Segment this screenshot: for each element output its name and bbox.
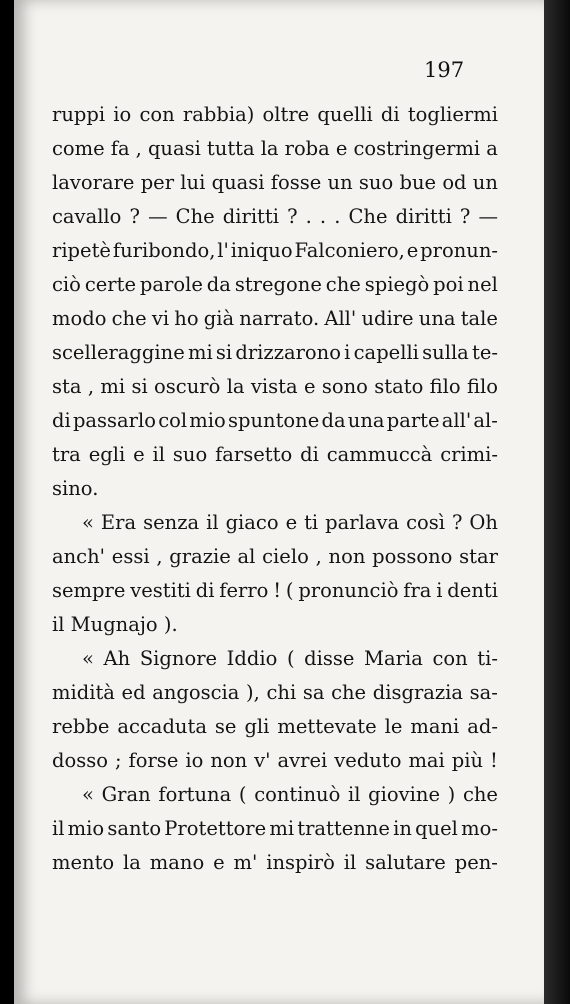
text-word: e	[335, 137, 348, 160]
text-word: io	[185, 749, 204, 772]
text-word: che	[111, 307, 147, 330]
body-text	[52, 98, 498, 880]
text-line	[52, 404, 498, 438]
text-word: Oh	[469, 511, 498, 534]
text-word: nel	[467, 273, 498, 296]
text-word: Che	[175, 205, 215, 228]
text-line	[52, 336, 498, 370]
text-word: togliermi	[407, 103, 498, 126]
text-line	[52, 574, 498, 608]
text-word: ,	[87, 375, 95, 398]
text-word: pronun-	[420, 239, 498, 262]
text-line	[52, 642, 498, 676]
text-word: le	[384, 715, 403, 738]
text-word: mai	[408, 749, 445, 772]
text-word: all'	[441, 409, 472, 432]
text-word: suo	[358, 171, 394, 194]
text-word: sono	[321, 375, 368, 398]
text-word: il	[152, 443, 165, 466]
text-word: suo	[172, 443, 208, 466]
text-line: sino.	[52, 477, 99, 500]
text-word: più	[451, 749, 484, 772]
text-word: Falconiero,	[294, 239, 405, 262]
text-word: mano	[149, 851, 205, 874]
text-word: al	[237, 545, 256, 568]
text-word: avrei	[277, 749, 328, 772]
text-word: lui	[180, 171, 206, 194]
text-line	[52, 812, 498, 846]
text-word: col	[158, 409, 188, 432]
text-word: ti-	[477, 647, 498, 670]
text-word: sta	[52, 375, 82, 398]
text-word: che	[462, 783, 498, 806]
text-word: passarlo	[72, 409, 156, 432]
text-word: e	[285, 511, 298, 534]
text-word: ho	[174, 307, 199, 330]
text-word: e	[133, 443, 145, 466]
text-word: in	[393, 817, 412, 840]
text-word: ,	[135, 137, 142, 160]
text-word: ed	[121, 681, 146, 704]
text-word: trattenne	[297, 817, 390, 840]
text-word: iniquo	[230, 239, 293, 262]
text-word: midità	[52, 681, 115, 704]
text-line	[52, 540, 498, 574]
text-word: spuntone	[227, 409, 320, 432]
text-word: crimi-	[440, 443, 498, 466]
text-word: narrato.	[239, 307, 320, 330]
text-word: il	[343, 851, 357, 874]
text-word: Era	[100, 511, 137, 534]
text-word: disgrazia	[372, 681, 464, 704]
text-word: si	[215, 341, 233, 364]
page-number: 197	[424, 58, 465, 82]
text-word: vestiti	[130, 579, 191, 602]
text-word: cammuccà	[326, 443, 433, 466]
text-line	[52, 132, 498, 166]
text-word: oscurò	[154, 375, 221, 398]
text-word: mi	[269, 817, 295, 840]
text-word: diritti	[222, 205, 279, 228]
text-word: tutta	[206, 137, 255, 160]
text-word: di	[195, 579, 215, 602]
text-word: inspirò	[266, 851, 335, 874]
text-word: con	[139, 103, 175, 126]
text-word: !	[273, 579, 282, 602]
text-word: dosso	[52, 749, 108, 772]
text-line	[52, 98, 498, 132]
text-word: certe	[84, 273, 136, 296]
text-word: quelli	[317, 103, 373, 126]
text-word: .	[305, 205, 312, 228]
text-word: santo	[107, 817, 162, 840]
text-word: stato	[374, 375, 424, 398]
text-word: sa-	[469, 681, 498, 704]
text-word: capelli	[353, 341, 419, 364]
text-word: denti	[447, 579, 498, 602]
text-word: il	[206, 511, 219, 534]
text-word: già	[203, 307, 235, 330]
text-word: mo-	[461, 817, 498, 840]
text-word: star	[459, 545, 498, 568]
text-word: m'	[233, 851, 258, 874]
text-word: —	[148, 205, 168, 228]
text-word: ferro	[219, 579, 269, 602]
text-word: quel	[415, 817, 458, 840]
text-word: diritti	[395, 205, 452, 228]
text-word: una	[347, 409, 385, 432]
text-word: che	[331, 681, 367, 704]
text-word: oltre	[262, 103, 310, 126]
text-word: da	[321, 409, 346, 432]
text-line	[52, 234, 498, 268]
text-word: ripetè	[52, 239, 111, 262]
text-word: parte	[386, 409, 440, 432]
text-word: od	[442, 171, 467, 194]
text-word: possono	[372, 545, 453, 568]
text-word: furibondo,	[112, 239, 216, 262]
text-word: —	[478, 205, 498, 228]
text-word: e	[303, 375, 316, 398]
text-word: (	[285, 579, 294, 602]
text-word: stregone	[234, 273, 322, 296]
text-word: al-	[473, 409, 498, 432]
text-word: vista	[250, 375, 298, 398]
text-word: filo	[429, 375, 461, 398]
text-word: un	[472, 171, 498, 194]
text-line	[52, 268, 498, 302]
text-word: sulla	[422, 341, 469, 364]
text-line	[52, 676, 498, 710]
text-word: parlava	[325, 511, 400, 534]
text-word: una	[418, 307, 456, 330]
text-word: Protettore	[164, 817, 267, 840]
text-word: ti	[304, 511, 319, 534]
text-word: non	[328, 545, 366, 568]
text-word: !	[490, 749, 498, 772]
text-word: un	[327, 171, 353, 194]
text-word: fortuna	[158, 783, 232, 806]
text-word: scelleraggine	[52, 341, 185, 364]
text-word: .	[319, 205, 327, 228]
text-word: fa	[110, 137, 130, 160]
text-word: costringermi	[353, 137, 481, 160]
text-word: Maria	[364, 647, 423, 670]
text-word: bue	[399, 171, 437, 194]
text-word: tra	[52, 443, 81, 466]
text-line	[52, 438, 498, 472]
text-word: cavallo	[52, 205, 122, 228]
text-word: di	[52, 409, 71, 432]
text-word: (	[286, 647, 295, 670]
text-word: mio	[189, 409, 226, 432]
text-word: spiegò	[364, 273, 430, 296]
text-word: sempre	[52, 579, 126, 602]
text-word: te-	[472, 341, 498, 364]
text-word: essi	[111, 545, 150, 568]
text-word: mani	[410, 715, 460, 738]
text-word: cielo	[262, 545, 309, 568]
text-word: con	[432, 647, 468, 670]
text-word: di	[380, 103, 400, 126]
text-word: filo	[466, 375, 498, 398]
text-word: vi	[151, 307, 170, 330]
text-word: ciò	[52, 273, 81, 296]
text-word: rabbia)	[182, 103, 255, 126]
text-word: si	[131, 375, 148, 398]
text-word: anch'	[52, 545, 106, 568]
text-word: roba	[284, 137, 330, 160]
text-word: «	[82, 511, 94, 534]
text-word: la	[260, 137, 279, 160]
text-word: ?	[459, 205, 471, 228]
text-word: di	[300, 443, 319, 466]
text-word: egli	[88, 443, 126, 466]
text-word: ?	[287, 205, 298, 228]
text-line	[52, 370, 498, 404]
text-word: quasi	[211, 171, 265, 194]
text-word: ,	[315, 545, 322, 568]
text-word: quasi	[147, 137, 201, 160]
text-word: salutare	[365, 851, 446, 874]
text-word: modo	[52, 307, 107, 330]
text-word: farsetto	[215, 443, 293, 466]
text-line	[52, 744, 498, 778]
page-edge-shadow	[544, 0, 570, 1004]
text-word: fra	[403, 579, 432, 602]
text-word: ruppi	[52, 103, 106, 126]
text-word: ?	[451, 511, 463, 534]
text-word: senza	[143, 511, 200, 534]
text-word: giovine	[368, 783, 440, 806]
text-word: sa	[302, 681, 325, 704]
text-word: e	[213, 851, 225, 874]
text-line	[52, 506, 498, 540]
text-word: così	[406, 511, 445, 534]
text-word: giaco	[225, 511, 279, 534]
text-word: che	[325, 273, 361, 296]
text-word: la	[123, 851, 141, 874]
text-word: drizzarono	[235, 341, 341, 364]
text-word: «	[82, 647, 94, 670]
text-word: se	[214, 715, 237, 738]
text-word: poi	[433, 273, 464, 296]
text-word: il	[52, 817, 65, 840]
text-word: io	[113, 103, 132, 126]
text-word: mettevate	[277, 715, 377, 738]
text-word: ad-	[467, 715, 498, 738]
text-word: ;	[114, 749, 122, 772]
text-word: v'	[254, 749, 271, 772]
text-word: per	[140, 171, 175, 194]
text-word: (	[238, 783, 247, 806]
text-word: grazie	[169, 545, 231, 568]
text-word: angoscia	[152, 681, 240, 704]
text-word: a	[486, 137, 498, 160]
book-page	[14, 0, 544, 1004]
text-word: non	[210, 749, 248, 772]
text-line	[52, 710, 498, 744]
text-word: Signore	[139, 647, 218, 670]
text-word: e	[406, 239, 419, 262]
text-word: da	[206, 273, 231, 296]
text-word: forse	[128, 749, 179, 772]
text-line	[52, 166, 498, 200]
text-word: i	[436, 579, 443, 602]
text-line: il Mugnajo ).	[52, 613, 178, 636]
text-word: mi	[100, 375, 126, 398]
text-word: chi	[266, 681, 297, 704]
text-word: tale	[460, 307, 498, 330]
text-word: mio	[67, 817, 105, 840]
text-line	[52, 778, 498, 812]
text-word: pen-	[454, 851, 498, 874]
text-word: ),	[246, 681, 260, 704]
text-word: disse	[304, 647, 355, 670]
text-word: fosse	[270, 171, 322, 194]
text-word: mento	[52, 851, 115, 874]
text-word: come	[52, 137, 105, 160]
text-word: mi	[187, 341, 213, 364]
text-word: pronunciò	[298, 579, 399, 602]
text-word: .	[334, 205, 341, 228]
text-word: continuò	[254, 783, 341, 806]
text-word: accaduta	[117, 715, 207, 738]
text-word: Ah	[103, 647, 131, 670]
text-word: il	[348, 783, 361, 806]
text-word: l'	[217, 239, 229, 262]
text-word: ?	[129, 205, 140, 228]
text-word: Iddio	[226, 647, 278, 670]
text-word: i	[344, 341, 351, 364]
text-word: «	[82, 783, 94, 806]
text-word: veduto	[334, 749, 402, 772]
text-word: ,	[156, 545, 163, 568]
text-word: All'	[324, 307, 357, 330]
text-word: )	[447, 783, 456, 806]
text-word: Che	[348, 205, 388, 228]
text-word: udire	[361, 307, 414, 330]
text-word: rebbe	[52, 715, 110, 738]
text-line	[52, 302, 498, 336]
text-line	[52, 846, 498, 880]
text-word: parole	[139, 273, 203, 296]
text-word: lavorare	[52, 171, 135, 194]
text-word: la	[226, 375, 245, 398]
text-line	[52, 200, 498, 234]
text-word: gli	[244, 715, 270, 738]
text-word: Gran	[101, 783, 151, 806]
